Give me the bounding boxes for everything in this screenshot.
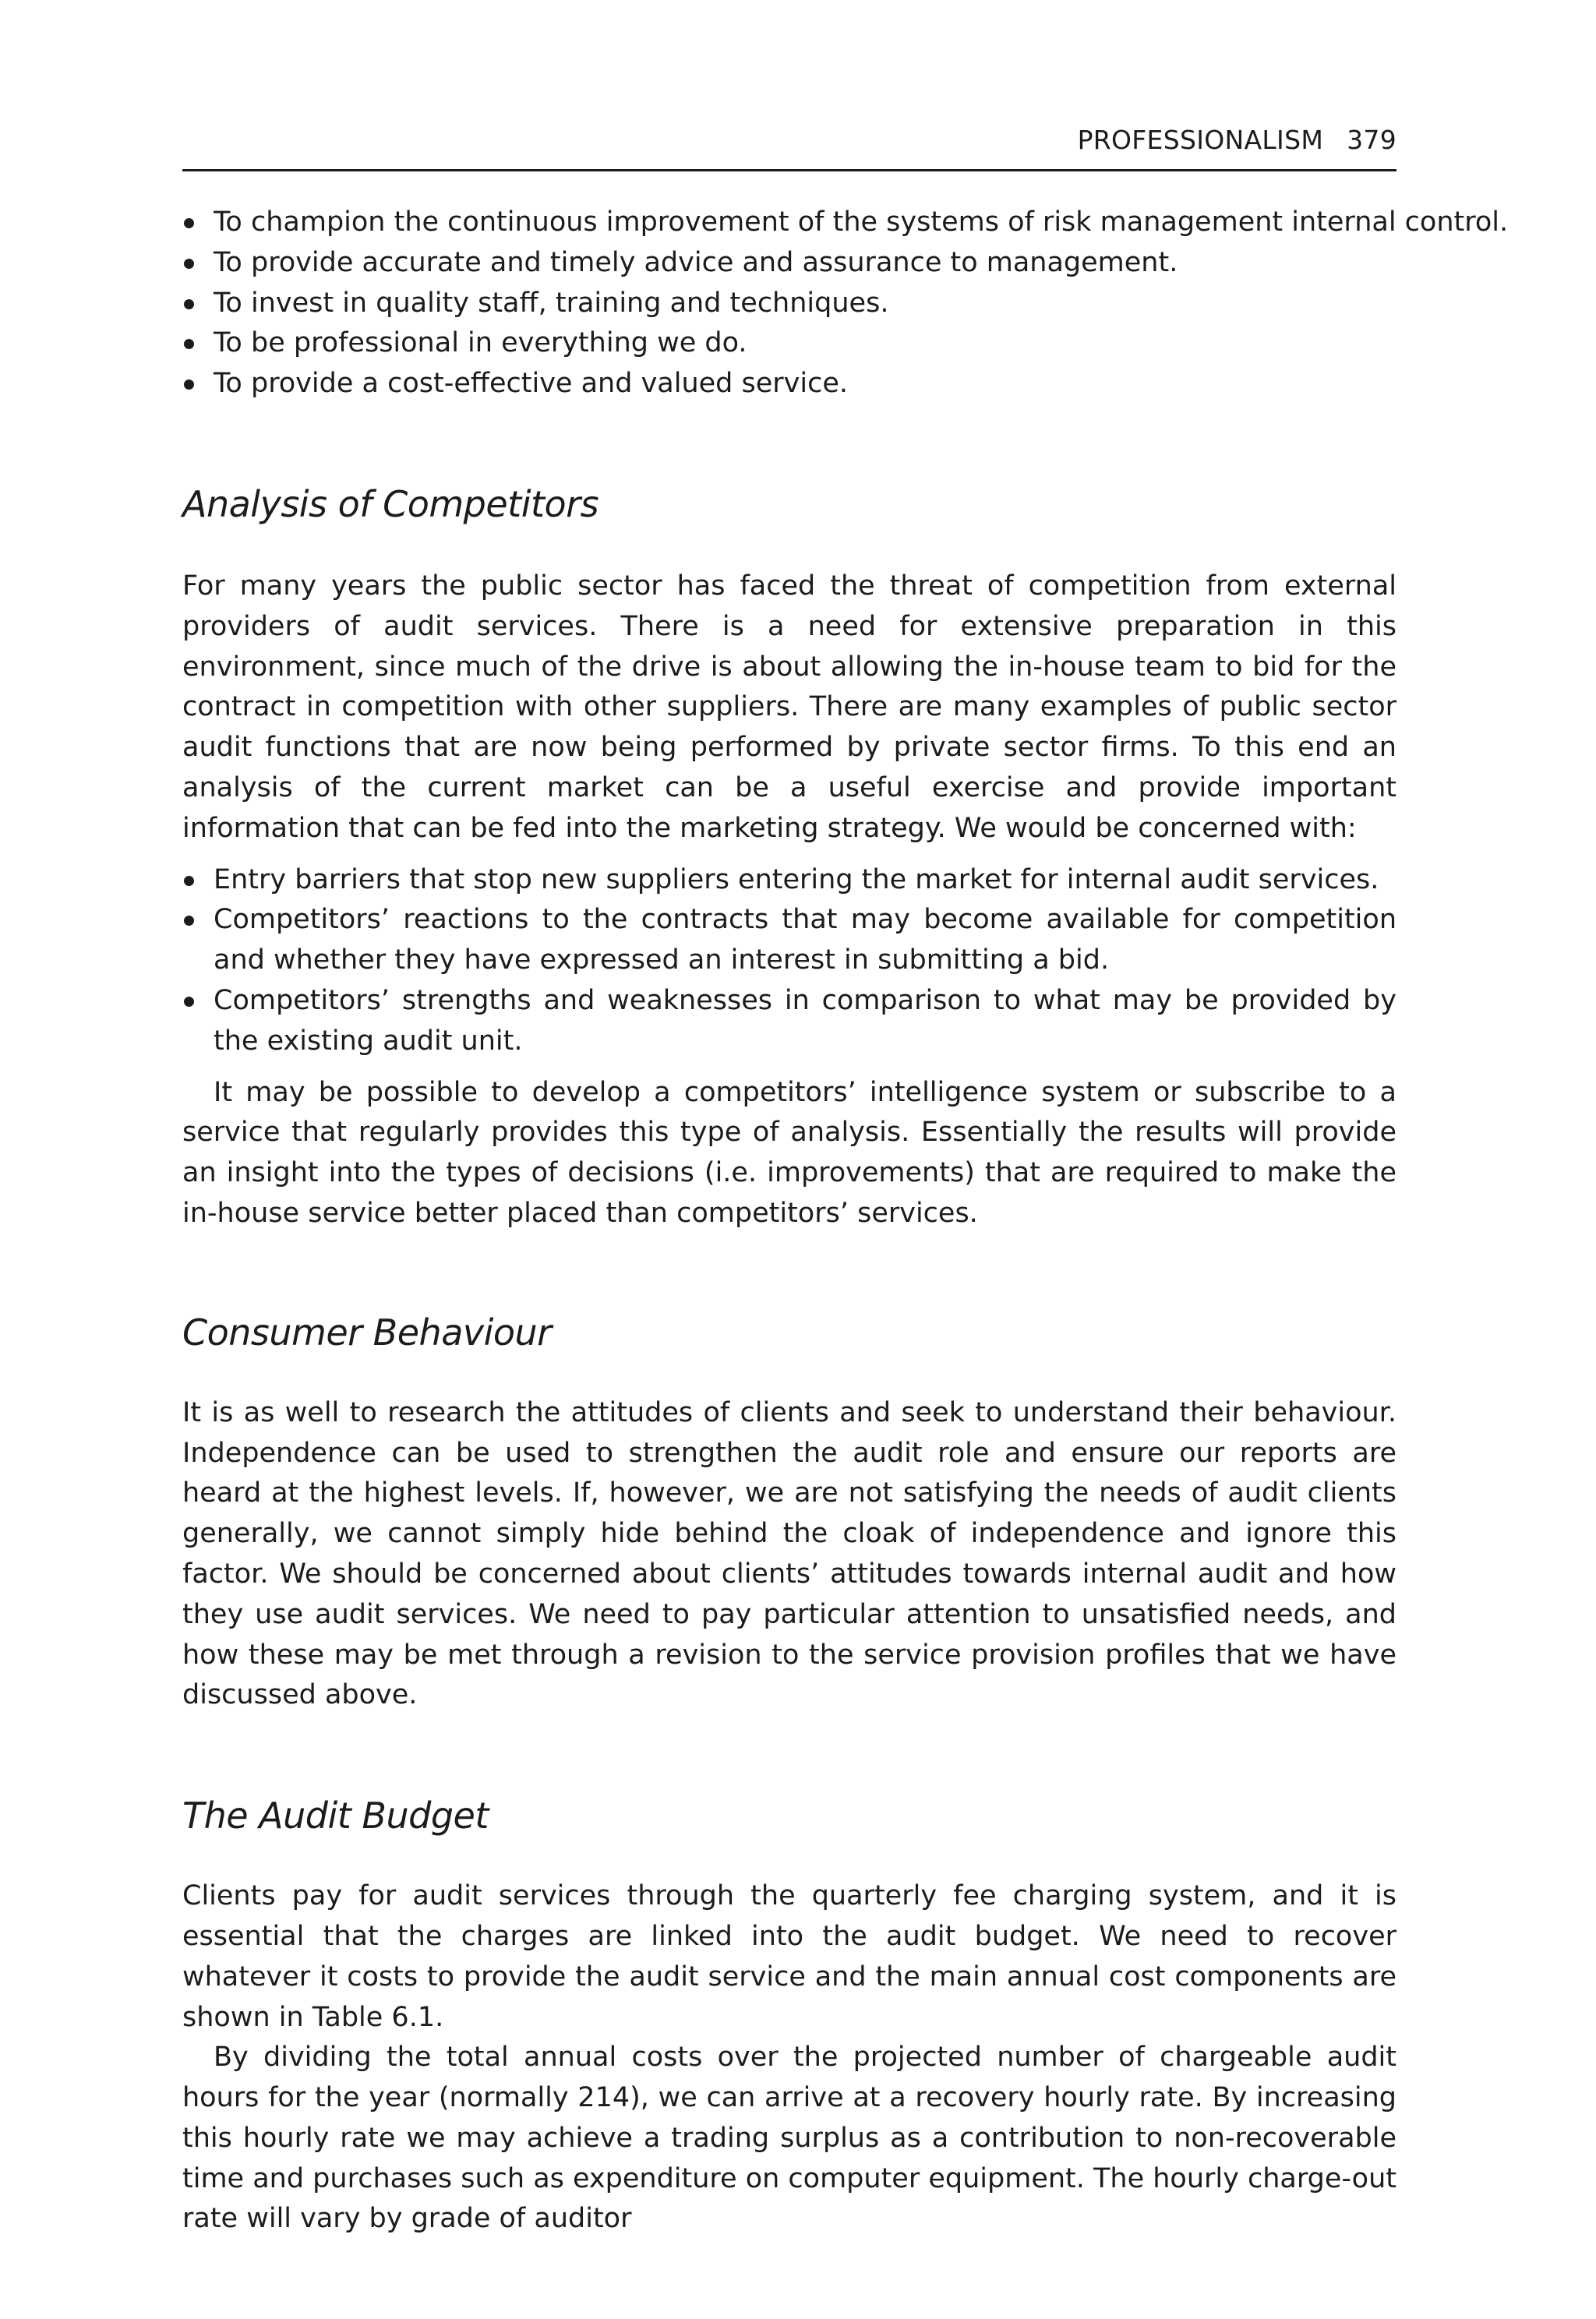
intro-bullet-list <box>182 203 1509 404</box>
list-item: To provide accurate and timely advice and assurance to management. <box>182 243 1396 284</box>
header-rule <box>182 169 1396 171</box>
list-item: To provide a cost-effective and valued service. <box>182 364 1396 404</box>
list-item: To champion the continuous improvement of the systems of risk management internal control. <box>182 203 1396 243</box>
list-item: Competitors’ reactions to the contracts that may become available for competition and whether they have expressed an interest in submitting a bid. <box>182 900 1396 981</box>
list-item: To be professional in everything we do. <box>182 323 1396 364</box>
paragraph-competition: For many years the public sector has faced the threat of competition from external providers of audit services. There is a need for extensive preparation in this environment, since much of the drive is about allowing the in-house team to bid for the contract in competition with other suppliers. There are many examples of public sector audit functions that are now being performed by private sector firms. To this end an analysis of the current market can be a useful exercise and provide important information that can be fed into the marketing strategy. We would be concerned with: <box>182 570 1396 844</box>
page-body <box>182 203 1509 2240</box>
page-number: 379 <box>1347 125 1396 155</box>
paragraph-intelligence-system: It may be possible to develop a competitors’ intelligence system or subscribe to a service that regularly provides this type of analysis. Essentially the results will provide an insight into the types of decisions (i.e. improvements) that are required to make the in-house service better placed than competitors’ services. <box>182 1076 1396 1229</box>
list-item: Competitors’ strengths and weaknesses in comparison to what may be provided by the existing audit unit. <box>182 981 1396 1062</box>
running-head <box>182 125 1396 156</box>
paragraph-budget-hourly-rate: By dividing the total annual costs over the projected number of chargeable audit hours for the year (normally 214), we can arrive at a recovery hourly rate. By increasing this hourly rate we may achieve a trading surplus as a contribution to non-recoverable time and purchases such as expenditure on computer equipment. The hourly charge-out rate will vary by grade of auditor <box>182 2042 1396 2235</box>
paragraph-consumer-behaviour: It is as well to research the attitudes of clients and seek to understand their behaviour. Independence can be used to strengthen the audit role and ensure our reports are heard at the highest levels. If, however, we are not satisfying the needs of audit clients generally, we cannot simply hide behind the cloak of independence and ignore this factor. We should be concerned about clients’ attitudes towards internal audit and how they use audit services. We need to pay particular attention to unsatisfied needs, and how these may be met through a revision to the service provision profiles that we have discussed above. <box>182 1396 1396 1711</box>
competitor-bullet-list <box>182 860 1396 1062</box>
running-head-title: PROFESSIONALISM <box>1077 125 1324 155</box>
list-item: Entry barriers that stop new suppliers entering the market for internal audit services. <box>182 860 1396 901</box>
section-heading-analysis-of-competitors: Analysis of Competitors <box>182 482 599 525</box>
section-heading-audit-budget: The Audit Budget <box>182 1795 489 1837</box>
list-item: To invest in quality staff, training and techniques. <box>182 284 1396 324</box>
paragraph-budget-charges: Clients pay for audit services through the quarterly fee charging system, and it is essential that the charges are linked into the audit budget. We need to recover whatever it costs to provide the audit service and the main annual cost components are shown in Table 6.1. <box>182 1880 1396 2033</box>
section-heading-consumer-behaviour: Consumer Behaviour <box>182 1311 552 1354</box>
